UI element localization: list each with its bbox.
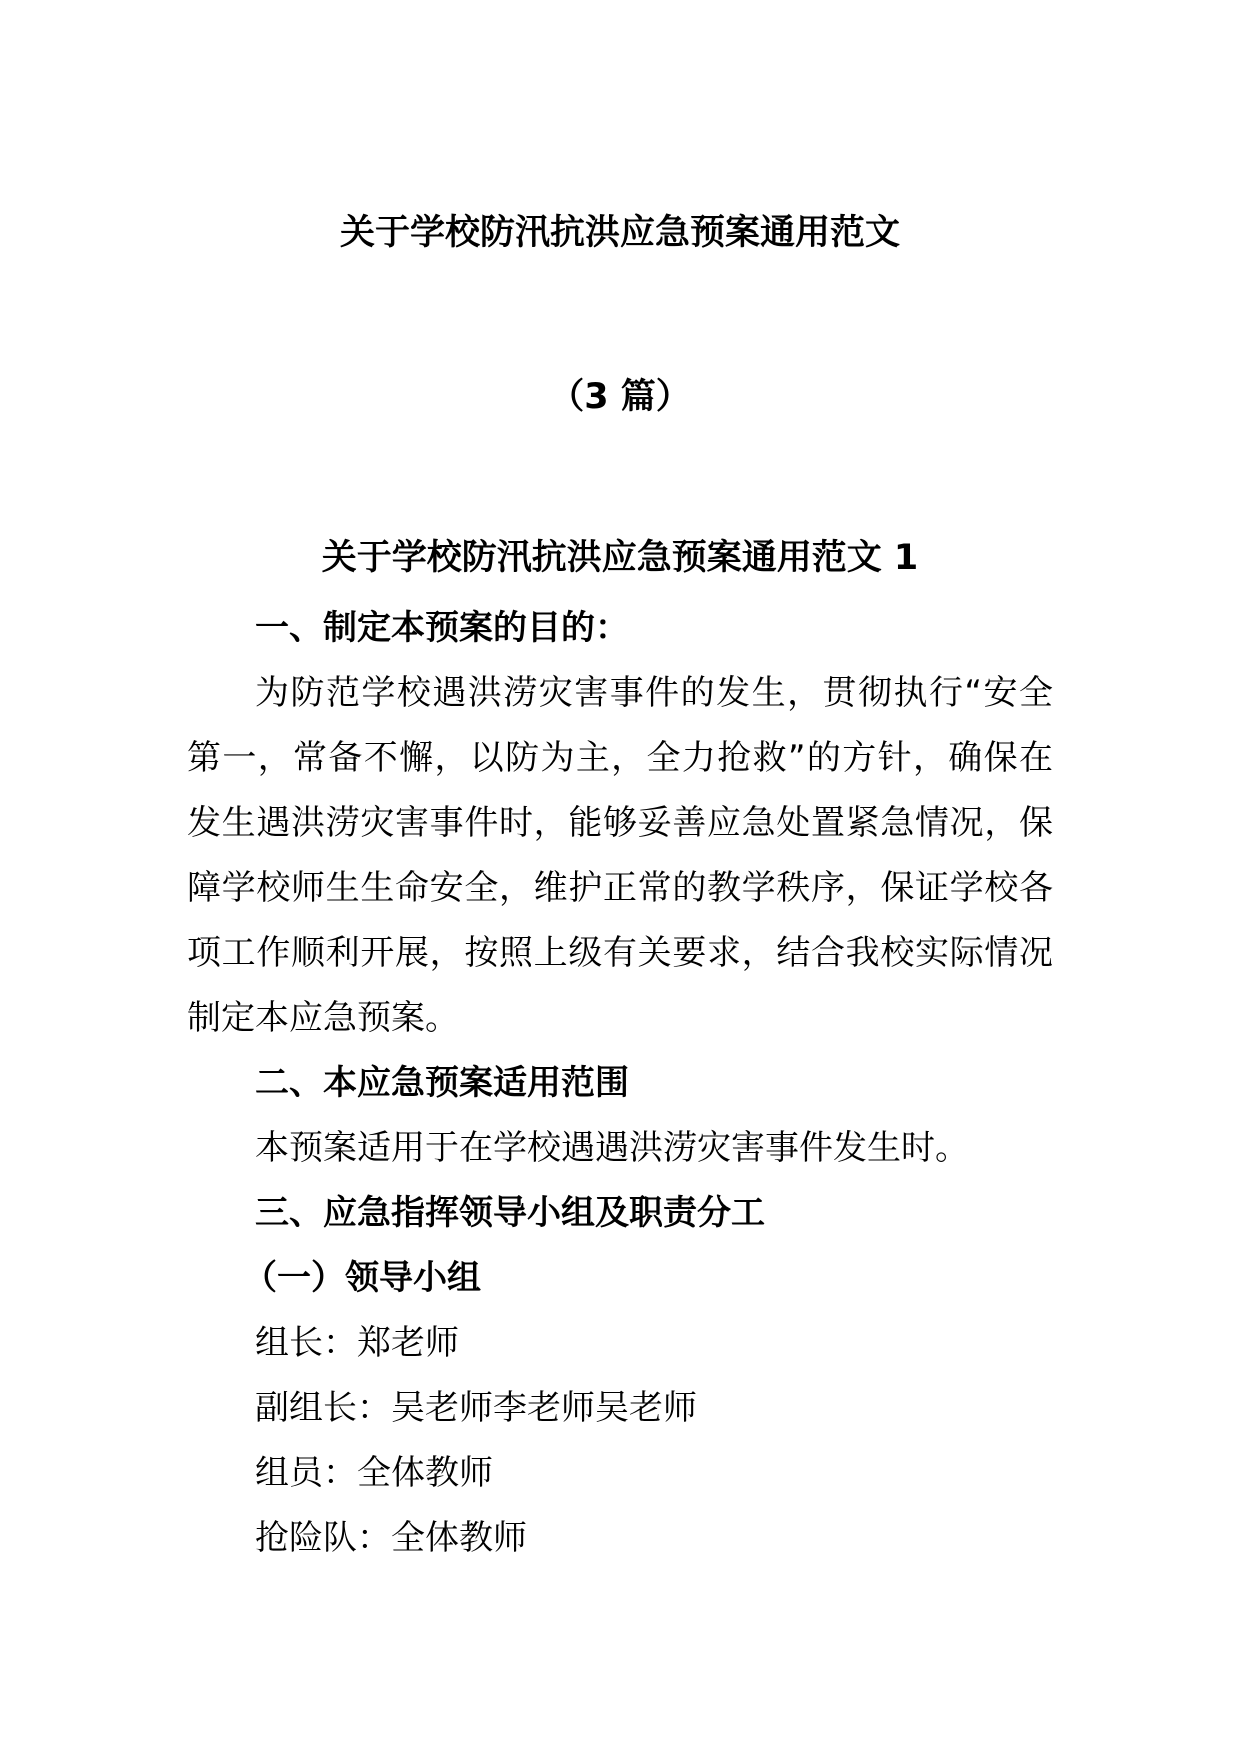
deputy-leaders-line: 副组长：吴老师李老师吴老师 xyxy=(255,1388,697,1428)
rescue-team-line: 抢险队：全体教师 xyxy=(255,1518,527,1558)
document-title: 关于学校防汛抗洪应急预案通用范文 xyxy=(339,213,900,253)
heading-purpose: 一、制定本预案的目的： xyxy=(255,608,629,648)
heading-command-group: 三、应急指挥领导小组及职责分工 xyxy=(255,1193,765,1233)
leader-line: 组长：郑老师 xyxy=(255,1323,459,1363)
members-line: 组员：全体教师 xyxy=(255,1453,493,1493)
article-count: （3 篇） xyxy=(549,377,691,417)
section-title: 关于学校防汛抗洪应急预案通用范文 1 xyxy=(321,538,919,578)
paragraph-purpose: 为防范学校遇洪涝灾害事件的发生，贯彻执行“安全第一，常备不懈，以防为主，全力抢救”的方针，确保在发生遇洪涝灾害事件时，能够妥善应急处置紧急情况，保障学校师生生命安全，维护正常的教学秩序，保证学校各项工作顺利开展，按照上级有关要求，结合我校实际情况制定本应急预案。 xyxy=(187,673,1053,1038)
heading-scope: 二、本应急预案适用范围 xyxy=(255,1063,629,1103)
paragraph-scope: 本预案适用于在学校遇遇洪涝灾害事件发生时。 xyxy=(255,1128,969,1168)
subheading-leadership-group: （一）领导小组 xyxy=(243,1258,481,1298)
document-body xyxy=(187,596,1053,1571)
